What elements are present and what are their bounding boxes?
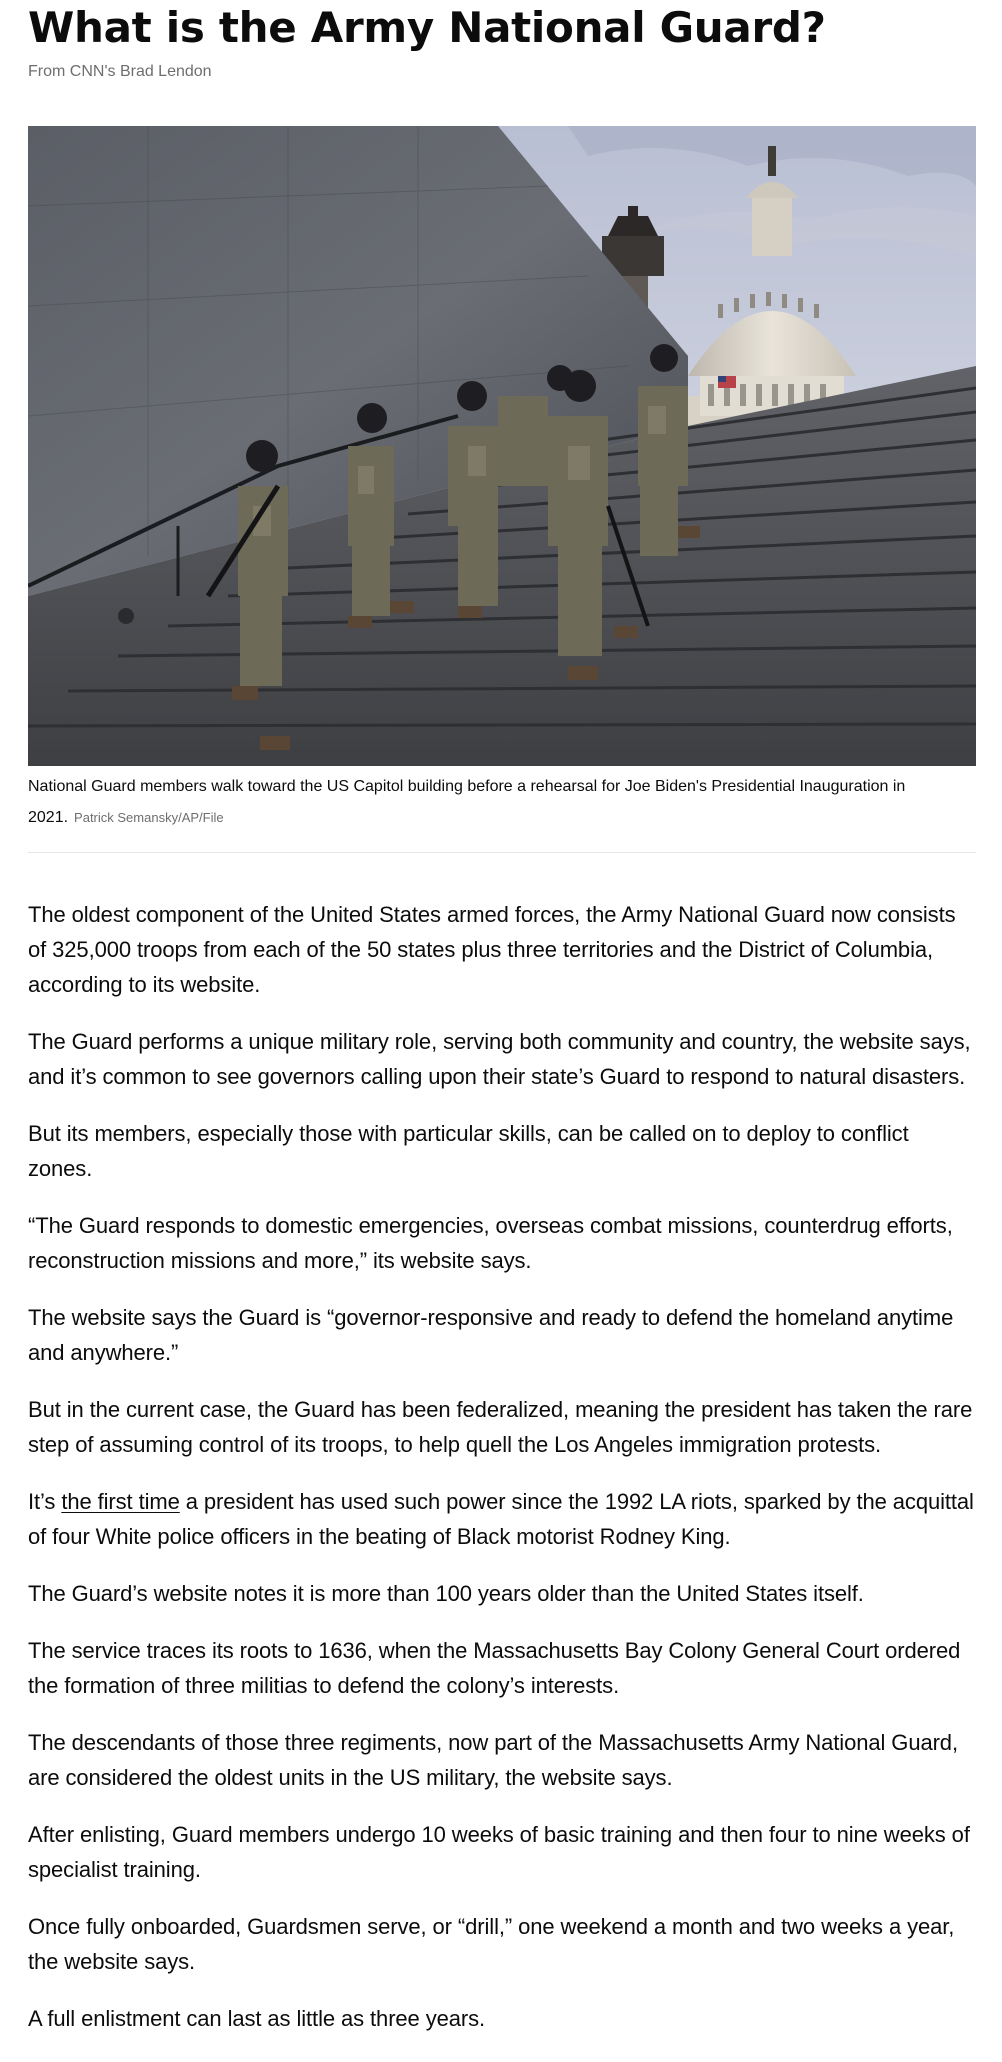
paragraph: The service traces its roots to 1636, when the Massachusetts Bay Colony General Court ordered the formation of three militias to defend the colony’s interests. bbox=[28, 1638, 961, 1698]
byline: From CNN's Brad Lendon bbox=[28, 63, 212, 80]
article bbox=[28, 0, 976, 2058]
paragraph: “The Guard responds to domestic emergencies, overseas combat missions, counterdrug efforts, reconstruction missions and more,” its website says. bbox=[28, 1213, 953, 1273]
paragraph: Once fully onboarded, Guardsmen serve, or “drill,” one weekend a month and two weeks a year, the website says. bbox=[28, 1914, 955, 1974]
paragraph: The descendants of those three regiments, now part of the Massachusetts Army National Guard, are considered the oldest units in the US military, the website says. bbox=[28, 1730, 958, 1790]
article-image-figure bbox=[28, 126, 976, 833]
paragraph: The Guard performs a unique military role, serving both community and country, the website says, and it’s common to see governors calling upon their state’s Guard to respond to natural disasters. bbox=[28, 1029, 971, 1089]
paragraph: The website says the Guard is “governor-responsive and ready to defend the homeland anytime and anywhere.” bbox=[28, 1305, 954, 1365]
paragraph: A full enlistment can last as little as three years. bbox=[28, 2006, 486, 2031]
national-guard-capitol-photo[interactable] bbox=[28, 126, 976, 766]
paragraph: But its members, especially those with particular skills, can be called on to deploy to conflict zones. bbox=[28, 1121, 909, 1181]
paragraph-with-link bbox=[28, 1484, 976, 1554]
link-paragraph-after: a president has used such power since the 1992 LA riots, sparked by the acquittal of four White police officers in the beating of Black motorist Rodney King. bbox=[28, 1489, 974, 1549]
headline: What is the Army National Guard? bbox=[28, 3, 826, 52]
first-time-link[interactable]: the first time bbox=[61, 1489, 180, 1514]
paragraph: But in the current case, the Guard has been federalized, meaning the president has taken the rare step of assuming control of its troops, to help quell the Los Angeles immigration protests. bbox=[28, 1397, 973, 1457]
caption-divider bbox=[28, 852, 976, 853]
photo-credit: Patrick Semansky/AP/File bbox=[74, 810, 224, 825]
article-body bbox=[28, 897, 976, 2036]
image-caption bbox=[28, 771, 976, 833]
paragraph: After enlisting, Guard members undergo 10 weeks of basic training and then four to nine weeks of specialist training. bbox=[28, 1822, 970, 1882]
link-paragraph-before: It’s bbox=[28, 1489, 62, 1514]
caption-text: National Guard members walk toward the US Capitol building before a rehearsal for Joe Biden's Presidential Inauguration in 2021. bbox=[28, 778, 906, 826]
paragraph: The oldest component of the United States armed forces, the Army National Guard now consists of 325,000 troops from each of the 50 states plus three territories and the District of Columbia, according to its website. bbox=[28, 902, 956, 997]
paragraph: The Guard’s website notes it is more than 100 years older than the United States itself. bbox=[28, 1581, 864, 1606]
